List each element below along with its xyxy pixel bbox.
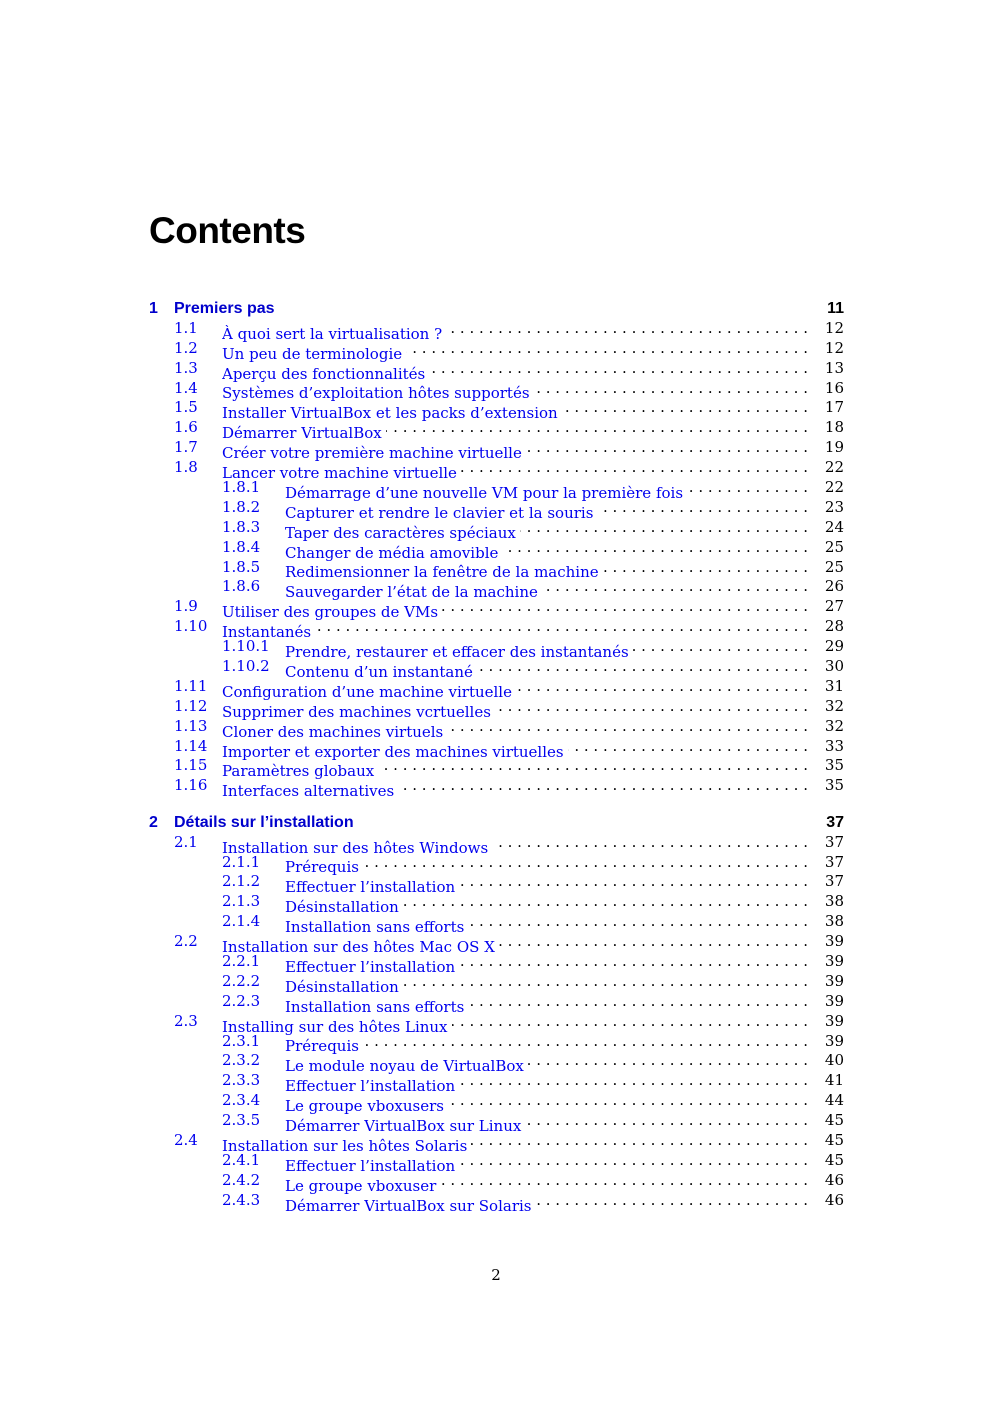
toc-entry-number: 1.3 (174, 358, 198, 377)
toc-subsection-entry[interactable] (149, 537, 844, 562)
toc-entry-title[interactable]: Cloner des machines virtuels (222, 723, 447, 743)
toc-subsection-entry[interactable] (149, 557, 844, 582)
dot-leader (459, 952, 808, 972)
toc-entry-page[interactable]: 17 (824, 398, 844, 417)
toc-entry-title[interactable]: Désinstallation (285, 978, 403, 998)
toc-entry-page[interactable]: 32 (824, 696, 844, 715)
dot-leader (429, 359, 808, 379)
toc-entry-number: 1.5 (174, 398, 198, 417)
toc-entry-number: 2.2.3 (222, 991, 261, 1010)
toc-entry-number: 1.15 (174, 756, 208, 775)
toc-entry-page[interactable]: 30 (824, 657, 844, 676)
toc-entry-page[interactable]: 46 (824, 1190, 844, 1209)
toc-subsection-entry[interactable] (149, 478, 844, 502)
toc-entry-number: 2.1 (174, 832, 198, 851)
dot-leader (459, 1071, 808, 1091)
toc-entry-title[interactable]: Changer de média amovible (285, 544, 502, 564)
toc-subsection-entry[interactable] (149, 852, 844, 877)
toc-section-entry[interactable] (149, 398, 844, 423)
toc-entry-page[interactable]: 39 (824, 1031, 844, 1050)
toc-section-entry[interactable] (149, 597, 844, 622)
dot-leader (471, 1131, 808, 1151)
dot-leader (526, 438, 808, 458)
toc-subsection-entry[interactable] (149, 1111, 844, 1136)
toc-entry-leader (285, 1191, 808, 1217)
dot-leader (447, 717, 808, 737)
dot-leader (597, 498, 808, 518)
toc-subsection-entry[interactable] (149, 1190, 844, 1215)
toc-entry-page[interactable]: 29 (824, 637, 844, 656)
toc-entry-number: 2.4 (174, 1131, 198, 1150)
toc-entry-title[interactable]: Détails sur l’installation (174, 813, 358, 833)
toc-entry-title[interactable]: Premiers pas (174, 299, 279, 319)
toc-entry-number: 2.2.1 (222, 952, 261, 970)
toc-entry-number: 1.14 (174, 736, 208, 755)
toc-subsection-entry[interactable] (149, 1051, 844, 1076)
toc-entry-number: 1.8 (174, 458, 198, 477)
toc-section-entry[interactable] (149, 676, 844, 701)
toc-entry-page[interactable]: 24 (824, 517, 844, 536)
toc-section-entry[interactable] (149, 696, 844, 721)
dot-leader (452, 1012, 808, 1032)
toc-entry-number: 1.2 (174, 338, 198, 357)
toc-entry-number: 1.10.1 (222, 637, 270, 656)
page-number: 2 (491, 1266, 501, 1284)
toc-entry-title[interactable]: À quoi sert la virtualisation ? (222, 325, 446, 345)
dot-leader (562, 398, 808, 418)
dot-leader (363, 853, 808, 873)
dot-leader (534, 379, 808, 399)
toc-entry-title[interactable]: Interfaces alternatives (222, 782, 398, 802)
toc-entry-page[interactable]: 32 (824, 716, 844, 735)
toc-entry-page[interactable]: 37 (824, 832, 844, 851)
toc-entry-number: 1.8.4 (222, 537, 261, 556)
toc-entry-title[interactable]: Aperçu des fonctionnalités (222, 365, 429, 385)
dot-leader (468, 912, 808, 932)
toc-entry-number: 1.9 (174, 597, 198, 616)
toc-subsection-entry[interactable] (149, 1071, 844, 1096)
toc-entry-title[interactable]: Effectuer l’installation (285, 1077, 459, 1097)
toc-entry-page[interactable]: 35 (824, 756, 844, 775)
toc-entry-number: 1.10.2 (222, 657, 270, 676)
toc-entry-title[interactable]: Contenu d’un instantané (285, 663, 477, 683)
toc-subsection-entry[interactable] (149, 577, 844, 602)
toc-entry-page[interactable]: 28 (824, 617, 844, 636)
toc-section-entry[interactable] (149, 378, 844, 403)
toc-entry-number: 1.12 (174, 696, 208, 715)
toc-entry-number: 1.6 (174, 418, 198, 437)
dot-leader (461, 458, 808, 478)
toc-entry-title[interactable]: Effectuer l’installation (285, 958, 459, 978)
toc-entry-page[interactable]: 25 (824, 537, 844, 556)
toc-entry-page[interactable]: 41 (824, 1071, 844, 1090)
dot-leader (542, 577, 808, 597)
toc-entry-title[interactable]: Redimensionner la fenêtre de la machine (285, 563, 603, 583)
toc-entry-page[interactable]: 37 (824, 872, 844, 891)
toc-entry-page[interactable]: 46 (824, 1170, 844, 1189)
dot-leader (535, 1191, 808, 1211)
toc-entry-title[interactable]: Le module noyau de VirtualBox (285, 1057, 528, 1077)
toc-entry-number: 1.7 (174, 438, 198, 457)
toc-section-entry[interactable] (149, 318, 844, 343)
toc-subsection-entry[interactable] (149, 657, 844, 681)
toc-section-entry[interactable] (149, 1011, 844, 1036)
toc-entry-title[interactable]: Sauvegarder l’état de la machine (285, 583, 542, 603)
toc-section-entry[interactable] (149, 458, 844, 483)
toc-entry-title[interactable]: Prendre, restaurer et effacer des instantanés (285, 643, 633, 663)
toc-subsection-entry[interactable] (149, 991, 844, 1016)
toc-entry-number: 2.1.4 (222, 912, 261, 931)
toc-entry-title[interactable]: Taper des caractères spéciaux (285, 524, 520, 544)
toc-entry-number: 1.8.1 (222, 478, 261, 497)
toc-entry-page[interactable]: 22 (824, 478, 844, 497)
dot-leader (440, 1171, 808, 1191)
toc-subsection-entry[interactable] (149, 1150, 844, 1175)
dot-leader (459, 872, 808, 892)
toc-entry-number: 2.4.3 (222, 1190, 261, 1209)
dot-leader (378, 756, 808, 776)
toc-entry-title[interactable]: Effectuer l’installation (285, 1157, 459, 1177)
dot-leader (398, 776, 808, 796)
dot-leader (528, 1051, 808, 1071)
toc-entry-page[interactable]: 22 (824, 458, 844, 477)
toc-entry-number: 2.3.1 (222, 1031, 261, 1050)
toc-subsection-entry[interactable] (149, 497, 844, 522)
toc-entry-title[interactable]: Le groupe vboxuser (285, 1177, 440, 1197)
toc-entry-title[interactable]: Supprimer des machines vcrtuelles (222, 703, 495, 723)
toc-entry-page[interactable]: 39 (824, 952, 844, 970)
dot-leader (499, 932, 808, 952)
toc-entry-title[interactable]: Démarrage d’une nouvelle VM pour la première fois (285, 484, 687, 504)
toc-entry-page[interactable]: 27 (824, 597, 844, 616)
toc-subsection-entry[interactable] (149, 971, 844, 996)
toc-entry-number: 2.1.1 (222, 852, 261, 871)
toc-entry-number: 1.8.6 (222, 577, 261, 596)
toc-entry-page[interactable]: 33 (824, 736, 844, 755)
toc-entry-number: 2.4.2 (222, 1170, 261, 1189)
toc-entry-number: 1.10 (174, 617, 208, 636)
toc-entry-page[interactable]: 13 (824, 358, 844, 377)
dot-leader (492, 833, 808, 853)
toc-entry-number: 2.3.2 (222, 1051, 261, 1070)
toc-entry-number: 1.8.2 (222, 497, 261, 516)
toc-entry-page[interactable]: 25 (824, 557, 844, 576)
dot-leader (459, 1151, 808, 1171)
page-title: Contents (149, 210, 306, 251)
toc-entry-page[interactable]: 16 (824, 378, 844, 397)
toc-section-entry[interactable] (149, 832, 844, 857)
toc-entry-page[interactable]: 45 (824, 1111, 844, 1130)
dot-leader (633, 637, 808, 657)
toc-entry-number: 1.8.5 (222, 557, 261, 576)
toc-entry-title[interactable]: Prérequis (285, 858, 363, 878)
dot-leader (495, 697, 808, 717)
toc-entry-title[interactable]: Désinstallation (285, 898, 403, 918)
toc-entry-title[interactable]: Paramètres globaux (222, 762, 378, 782)
dot-leader (477, 657, 808, 677)
toc-entry-title[interactable]: Installation sur des hôtes Windows (222, 839, 492, 859)
dot-leader (448, 1091, 808, 1111)
toc-entry-page[interactable]: 39 (824, 971, 844, 990)
toc-chapter-entry[interactable] (149, 299, 844, 319)
dot-leader (468, 992, 808, 1012)
dot-leader (502, 538, 808, 558)
toc-entry-title[interactable]: Installing sur des hôtes Linux (222, 1018, 452, 1038)
toc-entry-number: 1.16 (174, 776, 208, 795)
toc-entry-page[interactable]: 39 (824, 991, 844, 1010)
toc-entry-title[interactable]: Effectuer l’installation (285, 878, 459, 898)
dot-leader (386, 418, 808, 438)
toc-entry-number: 2.1.3 (222, 892, 261, 911)
toc-entry-title[interactable]: Le groupe vboxusers (285, 1097, 448, 1117)
toc-entry-page[interactable]: 38 (824, 892, 844, 911)
toc-entry-number: 2.1.2 (222, 872, 261, 891)
toc-entry-number: 2.4.1 (222, 1150, 261, 1169)
toc-section-entry[interactable] (149, 418, 844, 443)
toc-entry-page[interactable]: 45 (824, 1150, 844, 1169)
toc-entry-page[interactable]: 11 (827, 300, 844, 317)
toc-entry-title[interactable]: Créer votre première machine virtuelle (222, 444, 526, 464)
toc-section-entry[interactable] (149, 736, 844, 761)
dot-leader (525, 1111, 808, 1131)
toc-entry-title[interactable]: Prérequis (285, 1037, 363, 1057)
dot-leader (403, 972, 808, 992)
toc-subsection-entry[interactable] (149, 872, 844, 897)
toc-entry-page[interactable]: 40 (824, 1051, 844, 1070)
toc-entry-number: 1.8.3 (222, 517, 261, 536)
toc-section-entry[interactable] (149, 716, 844, 741)
toc-subsection-entry[interactable] (149, 1091, 844, 1116)
toc-section-entry[interactable] (149, 1131, 844, 1155)
toc-entry-page[interactable]: 12 (824, 338, 844, 357)
toc-entry-page[interactable]: 18 (824, 418, 844, 437)
toc-entry-title[interactable]: Installer VirtualBox et les packs d’extension (222, 404, 562, 424)
toc-entry-number: 2.3.5 (222, 1111, 261, 1130)
toc-entry-page[interactable]: 38 (824, 912, 844, 931)
table-of-contents (149, 299, 844, 1215)
toc-entry-title[interactable]: Installation sur des hôtes Mac OS X (222, 938, 499, 958)
toc-entry-title[interactable]: Importer et exporter des machines virtuelles (222, 743, 568, 763)
dot-leader (442, 597, 808, 617)
dot-leader (315, 617, 808, 637)
toc-entry-title[interactable]: Instantanés (222, 623, 315, 643)
toc-entry-number: 2.3.3 (222, 1071, 261, 1090)
toc-entry-title[interactable]: Installation sans efforts (285, 998, 468, 1018)
toc-entry-page[interactable]: 39 (824, 1011, 844, 1030)
toc-entry-number: 2.2.2 (222, 971, 261, 990)
toc-section-entry[interactable] (149, 756, 844, 781)
toc-entry-title[interactable]: Un peu de terminologie (222, 345, 406, 365)
toc-entry-leader (222, 776, 808, 802)
dot-leader (406, 339, 808, 359)
toc-entry-number: 2.2 (174, 932, 198, 951)
dot-leader (403, 892, 808, 912)
toc-entry-title[interactable]: Démarrer VirtualBox sur Solaris (285, 1197, 535, 1217)
toc-entry-number: 2.3.4 (222, 1091, 261, 1110)
toc-entry-page[interactable]: 39 (824, 932, 844, 951)
toc-entry-title[interactable]: Utiliser des groupes de VMs (222, 603, 442, 623)
toc-subsection-entry[interactable] (149, 892, 844, 917)
dot-leader (603, 558, 808, 578)
toc-subsection-entry[interactable] (149, 912, 844, 937)
dot-leader (568, 737, 808, 757)
toc-section-entry[interactable] (149, 438, 844, 463)
toc-entry-page[interactable]: 37 (826, 813, 844, 831)
toc-entry-page[interactable]: 19 (824, 438, 844, 457)
dot-leader (687, 478, 808, 498)
toc-subsection-entry[interactable] (149, 1170, 844, 1195)
toc-subsection-entry[interactable] (149, 1031, 844, 1056)
toc-entry-page[interactable]: 37 (824, 852, 844, 871)
toc-entry-page[interactable]: 23 (824, 497, 844, 516)
toc-entry-title[interactable]: Systèmes d’exploitation hôtes supportés (222, 384, 534, 404)
toc-entry-number: 1.4 (174, 378, 198, 397)
toc-entry-number: 1.11 (174, 676, 208, 695)
toc-entry-number: 1.13 (174, 716, 208, 735)
toc-entry-title[interactable]: Configuration d’une machine virtuelle (222, 683, 516, 703)
toc-entry-number: 2.3 (174, 1011, 198, 1030)
toc-entry-leader (174, 299, 808, 319)
toc-entry-page[interactable]: 45 (824, 1131, 844, 1150)
toc-entry-title[interactable]: Installation sans efforts (285, 918, 468, 938)
dot-leader (363, 1032, 808, 1052)
toc-entry-title[interactable]: Démarrer VirtualBox (222, 424, 386, 444)
toc-subsection-entry[interactable] (149, 952, 844, 976)
toc-entry-title[interactable]: Capturer et rendre le clavier et la souris (285, 504, 597, 524)
toc-entry-leader (174, 813, 808, 833)
dot-leader (520, 518, 808, 538)
toc-section-entry[interactable] (149, 776, 844, 801)
toc-entry-title[interactable]: Démarrer VirtualBox sur Linux (285, 1117, 525, 1137)
toc-entry-number: 2 (149, 813, 158, 831)
toc-entry-page[interactable]: 26 (824, 577, 844, 596)
toc-entry-title[interactable]: Installation sur les hôtes Solaris (222, 1137, 471, 1157)
toc-section-entry[interactable] (149, 617, 844, 642)
toc-section-entry[interactable] (149, 338, 844, 363)
toc-entry-title[interactable]: Lancer votre machine virtuelle (222, 464, 461, 484)
toc-entry-page[interactable]: 12 (824, 318, 844, 337)
dot-leader (446, 319, 808, 339)
toc-subsection-entry[interactable] (149, 637, 844, 662)
toc-entry-page[interactable]: 35 (824, 776, 844, 795)
toc-entry-page[interactable]: 31 (824, 676, 844, 695)
toc-chapter-entry[interactable] (149, 813, 844, 833)
dot-leader (516, 677, 808, 697)
toc-entry-page[interactable]: 44 (824, 1091, 844, 1110)
toc-entry-number: 1 (149, 300, 158, 317)
toc-entry-number: 1.1 (174, 318, 198, 337)
toc-section-entry[interactable] (149, 932, 844, 957)
toc-subsection-entry[interactable] (149, 517, 844, 542)
toc-section-entry[interactable] (149, 358, 844, 383)
